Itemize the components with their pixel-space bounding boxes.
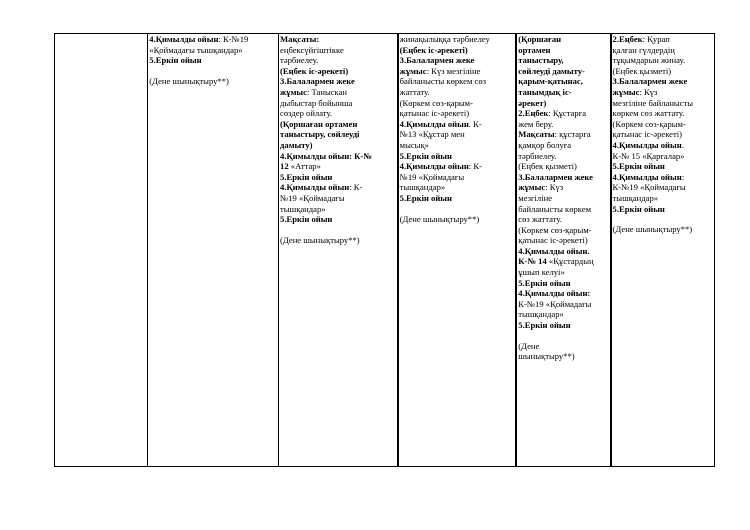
cell-text-line: (Еңбек қызметі): [612, 65, 672, 76]
table-cell-5: [611, 34, 715, 467]
cell-text-line: таныстыру,: [518, 55, 564, 66]
cell-text-line: [613, 87, 713, 98]
spacer: [518, 331, 608, 341]
table-cell-1: [148, 34, 279, 467]
cell-text-line: Мақсаты:: [280, 34, 320, 44]
cell-text-line: №19 «Қоймадағы: [280, 192, 345, 203]
cell-text-line: жем беру.: [518, 118, 554, 129]
cell-text-line: көркем сөз жаттату.: [612, 108, 685, 119]
cell-text-line: [518, 108, 608, 119]
cell-text-bold: 2.Еңбек: [612, 34, 643, 44]
cell-text-line: қалған гүлдердің: [612, 44, 675, 55]
cell-text-rest: : К-: [468, 161, 482, 172]
cell-text-line: К-№19 «Қоймадағы: [518, 298, 592, 309]
cell-text-line: 4.Қимылды ойын:: [518, 288, 591, 299]
cell-text-line: (Еңбек іс-әрекеті): [399, 44, 468, 55]
cell-text-line: мезгіліне: [518, 192, 553, 203]
cell-text-rest: «Құстардың: [546, 256, 594, 267]
cell-text-bold: К-№ 14: [518, 256, 547, 267]
spacer: [613, 214, 713, 224]
cell-text-rest: : Күз мезгіліне: [426, 65, 481, 76]
cell-text-line: №19 «Қоймадағы: [399, 171, 465, 182]
cell-text-bold: 4.Қимылды ойын: [399, 118, 469, 129]
cell-text-line: 5.Еркін ойын: [280, 171, 333, 182]
cell-text-bold: 2.Еңбек: [518, 108, 549, 119]
table-cell-3: [398, 34, 517, 467]
cell-text-line: тышқандар»: [280, 203, 326, 214]
cell-text-line: [400, 161, 515, 172]
cell-text-line: әрекет): [518, 97, 547, 108]
cell-text-bold: 4.Қимылды ойын: [280, 182, 350, 193]
cell-text-rest: : құстарға: [554, 129, 591, 140]
cell-text-line: (Қоршаған: [518, 34, 562, 44]
cell-text-line: қатынас іс-әрекеті): [612, 129, 682, 140]
cell-text-line: (Еңбек іс-әрекеті): [280, 65, 349, 76]
cell-text-bold: жұмыс: [612, 86, 640, 97]
cell-text-bold: жұмыс: [399, 65, 427, 76]
cell-text-line: 3.Балалармен жеке: [612, 76, 688, 87]
cell-text-rest: : Таныскан: [306, 86, 347, 97]
cell-text-bold: 4.Қимылды ойын: [612, 171, 682, 182]
cell-text-line: қатынас іс-әрекеті): [518, 235, 588, 246]
cell-text-line: мысық»: [399, 139, 429, 150]
cell-text-line: жаттату.: [399, 86, 430, 97]
cell-text-line: тәрбиелеу.: [280, 55, 319, 66]
cell-text-line: (Дене шынықтыру**): [149, 75, 229, 86]
spacer: [400, 204, 515, 214]
spacer: [280, 225, 396, 235]
table-cell-4: [516, 34, 610, 467]
table-cell-0: [55, 34, 148, 467]
cell-text-bold: 4.Қимылды ойын: [612, 139, 682, 150]
cell-text-line: (Еңбек қызметі): [518, 161, 577, 172]
cell-text-line: 5.Еркін ойын: [612, 203, 665, 214]
cell-text-line: қарым-қатынас,: [518, 76, 583, 87]
cell-text-line: (Дене: [518, 340, 540, 351]
cell-text-line: сөз жаттату.: [518, 214, 562, 225]
cell-text-bold: жұмыс: [518, 182, 546, 193]
cell-text-line: 5.Еркін ойын: [518, 320, 571, 331]
cell-text-line: сөздер ойлату.: [280, 108, 333, 119]
cell-text-line: жинақылыққа тәрбиелеу: [399, 34, 490, 44]
cell-text-line: 4.Қимылды ойын.: [518, 245, 590, 256]
cell-text-line: тышқандар»: [399, 182, 446, 193]
cell-text-line: [280, 182, 396, 193]
cell-text-line: [280, 161, 396, 172]
cell-text-line: ортамен: [518, 44, 551, 55]
cell-text-line: 4.Қимылды ойын: К-№: [280, 150, 372, 161]
cell-text-line: байланысты көркем сөз: [399, 76, 487, 87]
cell-text-line: (Көркем сөз-қарым-: [518, 224, 592, 235]
cell-text-line: сөйлеуді дамыту-: [518, 65, 585, 76]
cell-text-line: [613, 172, 713, 183]
cell-text-line: шынықтыру**): [518, 351, 575, 362]
cell-text-line: 5.Еркін ойын: [280, 214, 333, 225]
cell-text-line: [518, 182, 608, 193]
cell-text-line: байланысты көркем: [518, 203, 592, 214]
cell-text-line: 5.Еркін ойын: [149, 55, 202, 66]
cell-text-rest: :: [681, 171, 685, 182]
cell-text-line: (Дене шынықтыру**): [280, 234, 360, 245]
cell-text-line: [613, 34, 713, 45]
cell-text-line: [280, 87, 396, 98]
cell-text-line: 3.Балалармен жеке: [280, 76, 355, 87]
cell-text-line: 5.Еркін ойын: [518, 277, 571, 288]
table-row: [55, 34, 715, 467]
cell-text-bold: жұмыс: [280, 86, 307, 97]
cell-text-rest: : Күз: [639, 86, 658, 97]
cell-text-line: мезгіліне байланысты: [612, 97, 694, 108]
cell-text-line: К-№ 15 «Қарғалар»: [612, 150, 685, 161]
cell-text-line: 3.Балалармен жеке: [518, 171, 593, 182]
cell-text-line: (Қоршаған ортамен: [280, 118, 358, 129]
cell-text-line: танымдық іс-: [518, 86, 572, 97]
cell-text-line: [400, 66, 515, 77]
cell-text-bold: 12: [280, 161, 289, 172]
cell-text-line: «Қоймадағы тышқандар»: [149, 44, 243, 55]
cell-text-line: тышқандар»: [612, 192, 659, 203]
cell-text-line: (Көркем сөз-қарым-: [399, 97, 473, 108]
cell-text-line: №13 «Құстар мен: [399, 129, 465, 140]
cell-text-rest: «Аттар»: [288, 161, 321, 172]
cell-text-line: [613, 140, 713, 151]
cell-text-line: дамыту): [280, 139, 313, 150]
cell-text-line: [400, 119, 515, 130]
cell-text-line: К-№19 «Қоймадағы: [612, 182, 686, 193]
cell-text-line: [149, 34, 277, 45]
plan-table: [54, 33, 715, 467]
cell-text-line: ұшып келуі»: [518, 267, 565, 278]
cell-text-rest: : Күз: [545, 182, 564, 193]
cell-text-rest: . К-: [468, 118, 482, 129]
cell-text-rest: : К-№19: [218, 34, 249, 44]
cell-text-rest: .: [681, 139, 684, 150]
cell-text-bold: 4.Қимылды ойын: [399, 161, 469, 172]
cell-text-bold: 4.Қимылды ойын: [149, 34, 219, 44]
cell-text-line: 3.Балалармен жеке: [399, 55, 475, 66]
cell-text-line: [518, 129, 608, 140]
spacer: [149, 66, 277, 76]
cell-text-bold: Мақсаты: [518, 129, 555, 140]
cell-text-line: қамқор болуға: [518, 139, 572, 150]
cell-text-rest: : К-: [349, 182, 363, 193]
cell-text-line: (Дене шынықтыру**): [612, 224, 693, 235]
cell-text-line: еңбексүйгіштікке: [280, 44, 344, 55]
cell-text-line: дыбыстар бойынша: [280, 97, 353, 108]
cell-text-line: тұқымдарын жинау.: [612, 55, 686, 66]
cell-text-line: [518, 256, 608, 267]
table-cell-2: [279, 34, 398, 467]
cell-text-line: қатынас іс-әрекеті): [399, 108, 470, 119]
cell-text-rest: : Құстарға: [548, 108, 587, 119]
cell-text-line: 5.Еркін ойын: [399, 150, 452, 161]
cell-text-line: таныстыру, сөйлеуді: [280, 129, 360, 140]
cell-text-line: 5.Еркін ойын: [612, 161, 665, 172]
cell-text-line: 5.Еркін ойын: [399, 192, 452, 203]
cell-text-line: (Көркем сөз-қарым-: [612, 118, 686, 129]
cell-text-line: (Дене шынықтыру**): [399, 213, 480, 224]
cell-text-rest: : Қурап: [642, 34, 670, 44]
cell-text-line: тышқандар»: [518, 309, 564, 320]
cell-text-line: тәрбиелеу.: [518, 150, 557, 161]
